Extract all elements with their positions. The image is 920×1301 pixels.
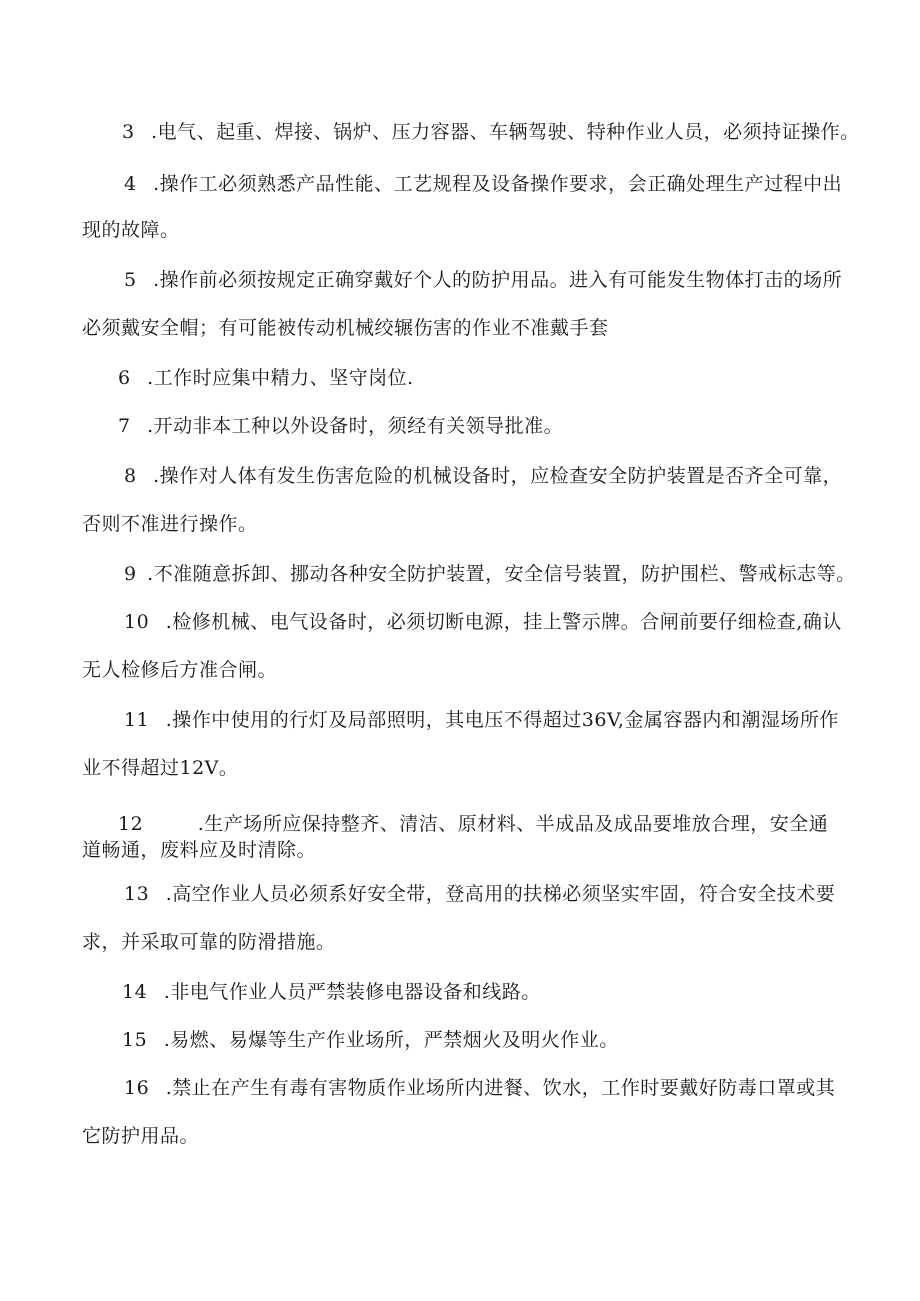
item-text: .操作中使用的行灯及局部照明，其电压不得超过36V,金属容器内和潮湿场所作 [165, 709, 839, 731]
item-continuation: 否则不准进行操作。 [82, 513, 258, 535]
item-number: 14 [122, 981, 148, 1003]
item-text: .检修机械、电气设备时，必须切断电源，挂上警示牌。合闸前要仔细检查,确认 [165, 611, 842, 633]
item-continuation: 道畅通，废料应及时清除。 [82, 839, 317, 861]
list-item [124, 268, 842, 292]
item-continuation: 求，并采取可靠的防滑措施。 [82, 931, 336, 953]
item-text: .电气、起重、焊接、锅炉、压力容器、车辆驾驶、特种作业人员，必须持证操作。 [151, 121, 860, 143]
item-text: .高空作业人员必须系好安全带，登高用的扶梯必须坚实牢固，符合安全技术要 [165, 883, 836, 905]
list-item [122, 980, 541, 1004]
list-item [124, 708, 839, 732]
item-text: .操作工必须熟悉产品性能、工艺规程及设备操作要求，会正确处理生产过程中出 [153, 173, 843, 195]
list-item [118, 414, 563, 438]
item-number: 11 [124, 709, 150, 731]
list-item [118, 812, 828, 836]
item-number: 15 [122, 1029, 148, 1051]
item-number: 6 [118, 367, 131, 389]
list-item [122, 120, 860, 144]
list-item [118, 366, 414, 390]
item-text: .易燃、易爆等生产作业场所，严禁烟火及明火作业。 [163, 1029, 619, 1051]
item-text: .生产场所应保持整齐、清洁、原材料、半成品及成品要堆放合理，安全通 [197, 813, 829, 835]
item-number: 3 [122, 121, 135, 143]
item-continuation: 它防护用品。 [82, 1125, 200, 1147]
list-item [124, 562, 856, 586]
list-item [124, 882, 835, 906]
item-number: 10 [124, 611, 150, 633]
item-continuation: 必须戴安全帽；有可能被传动机械绞辗伤害的作业不准戴手套 [82, 317, 609, 339]
item-number: 16 [124, 1077, 150, 1099]
item-continuation: 现的故障。 [82, 219, 180, 241]
item-text: .不准随意拆卸、挪动各种安全防护装置，安全信号装置，防护围栏、警戒标志等。 [147, 563, 856, 585]
item-continuation: 无人检修后方准合闸。 [82, 659, 278, 681]
item-text: .操作前必须按规定正确穿戴好个人的防护用品。进入有可能发生物体打击的场所 [153, 269, 843, 291]
item-number: 12 [118, 813, 144, 835]
item-text: .禁止在产生有毒有害物质作业场所内进餐、饮水，工作时要戴好防毒口罩或其 [165, 1077, 836, 1099]
item-number: 8 [124, 465, 137, 487]
list-item [124, 610, 842, 634]
item-number: 7 [118, 415, 131, 437]
list-item [124, 464, 842, 488]
item-number: 13 [124, 883, 150, 905]
list-item [124, 172, 842, 196]
item-number: 5 [124, 269, 137, 291]
item-continuation: 业不得超过12V。 [82, 757, 239, 779]
item-text: .非电气作业人员严禁装修电器设备和线路。 [163, 981, 541, 1003]
item-number: 4 [124, 173, 137, 195]
list-item [122, 1028, 619, 1052]
item-text: .开动非本工种以外设备时，须经有关领导批准。 [147, 415, 564, 437]
list-item [124, 1076, 835, 1100]
item-text: .工作时应集中精力、坚守岗位. [147, 367, 414, 389]
item-text: .操作对人体有发生伤害危险的机械设备时，应检查安全防护装置是否齐全可靠， [153, 465, 843, 487]
item-number: 9 [124, 563, 137, 585]
